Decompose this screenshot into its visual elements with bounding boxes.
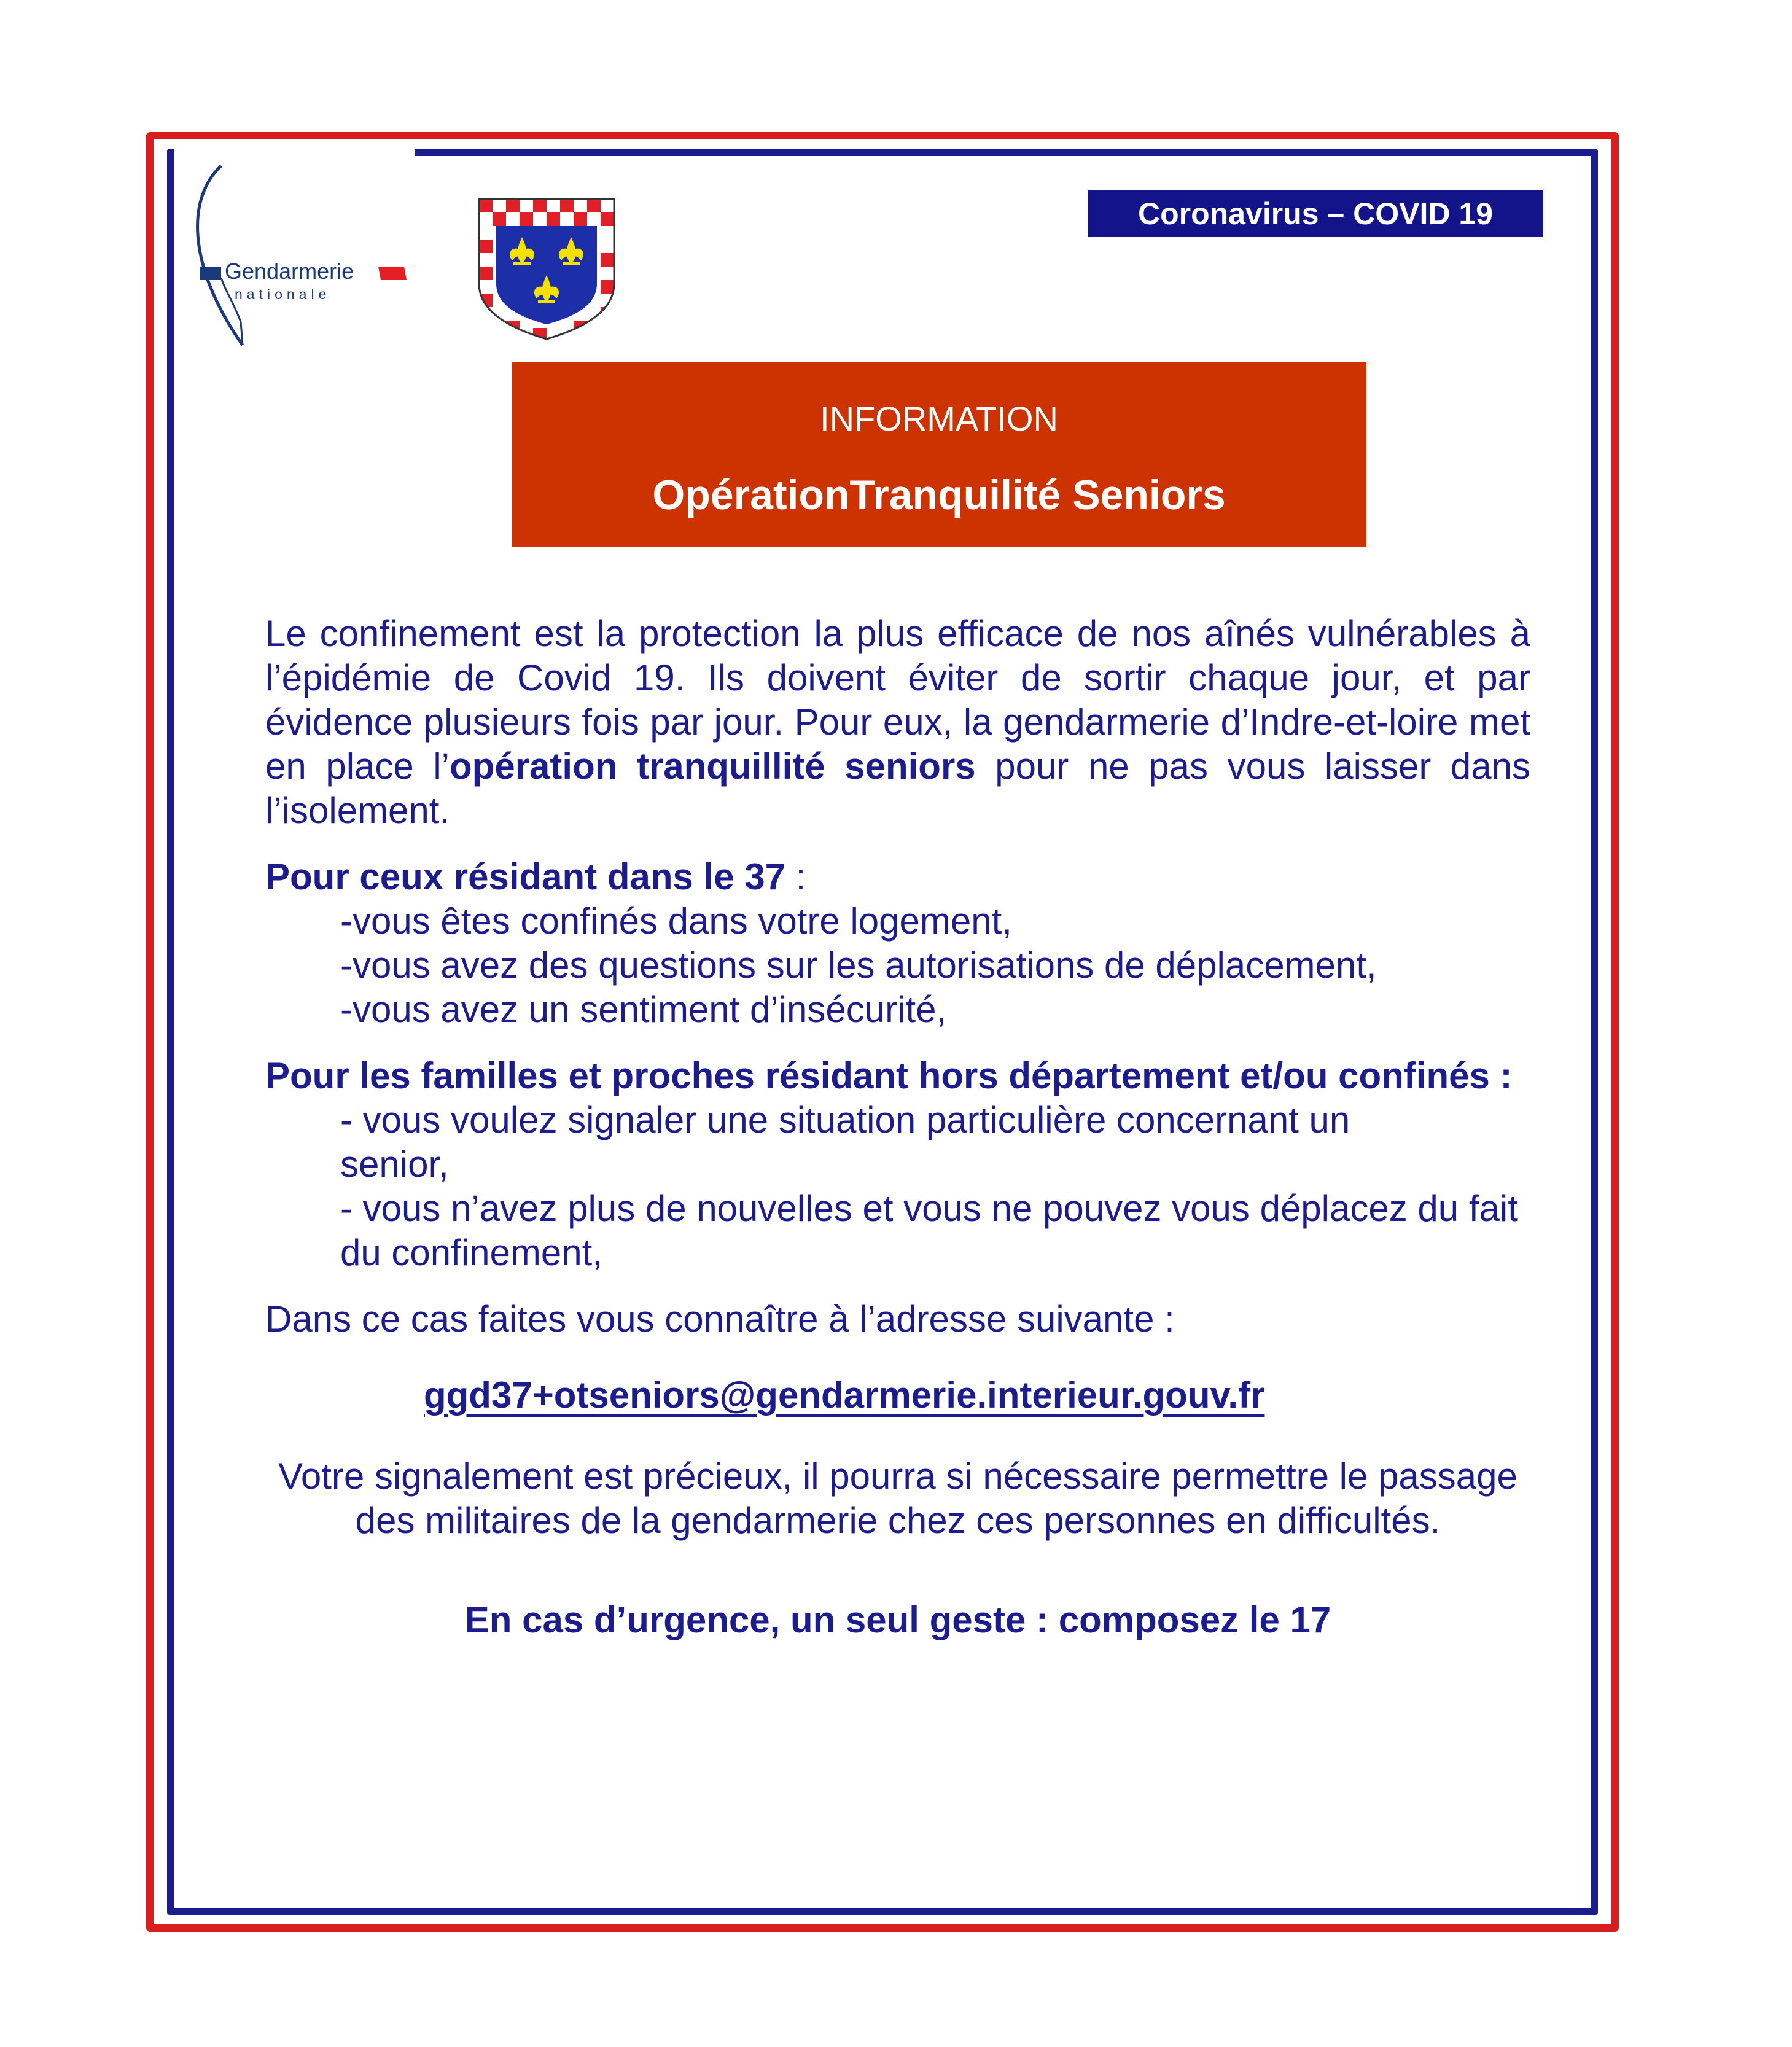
banner-label: INFORMATION [820,399,1058,438]
contact-text: Dans ce cas faites vous connaître à l’adresse suivante : [265,1298,1175,1339]
intro-text-before: Le confinement est la protection la plus efficace de nos aînés vulnérables à l’épidémie de Covid 19. Ils doivent éviter de sortir chaque jour, et par évidence plusieurs fois par jour. Pour eux, la gendarmerie d’Indre-et-loire met en place l’ [265,613,1530,787]
information-banner [512,362,1366,547]
intro-text-after: pour ne pas vous laisser dans l’isolement. [265,746,1531,831]
families-item: - vous n’avez plus de nouvelles et vous ne pouvez vous déplacez du fait du confinement, [340,1188,1518,1273]
banner-title: OpérationTranquilité Seniors [652,472,1226,518]
emergency-notice: En cas d’urgence, un seul geste : composez le 17 [464,1599,1331,1640]
residents-heading-text: Pour ceux résidant dans le 37 [265,856,786,897]
logo-name: Gendarmerie [225,259,354,284]
residents-heading [265,855,1530,899]
residents-item: -vous avez un sentiment d’insécurité, [340,989,947,1030]
gendarmerie-logo [184,161,418,357]
main-content [265,612,1530,1642]
residents-item: -vous avez des questions sur les autorisations de déplacement, [340,945,1377,986]
residents-heading-colon: : [785,856,806,897]
contact-email-link[interactable]: ggd37+otseniors@gendarmerie.interieur.gouv.fr [424,1374,1265,1416]
residents-item: -vous êtes confinés dans votre logement, [340,900,1012,942]
covid-badge: Coronavirus – COVID 19 [1088,190,1543,237]
intro-paragraph [265,612,1530,833]
intro-highlight: opération tranquillité seniors [450,746,976,787]
coat-of-arms-icon [472,192,621,341]
families-heading: Pour les familles et proches résidant hors département et/ou confinés : [265,1055,1513,1096]
families-item: - vous voulez signaler une situation particulière concernant un senior, [340,1099,1350,1185]
logo-subtitle: nationale [235,286,331,302]
contact-email-row [265,1373,1530,1417]
closing-paragraph: Votre signalement est précieux, il pourra si nécessaire permettre le passage des militaires de la gendarmerie chez ces personnes en difficultés. [278,1456,1517,1541]
